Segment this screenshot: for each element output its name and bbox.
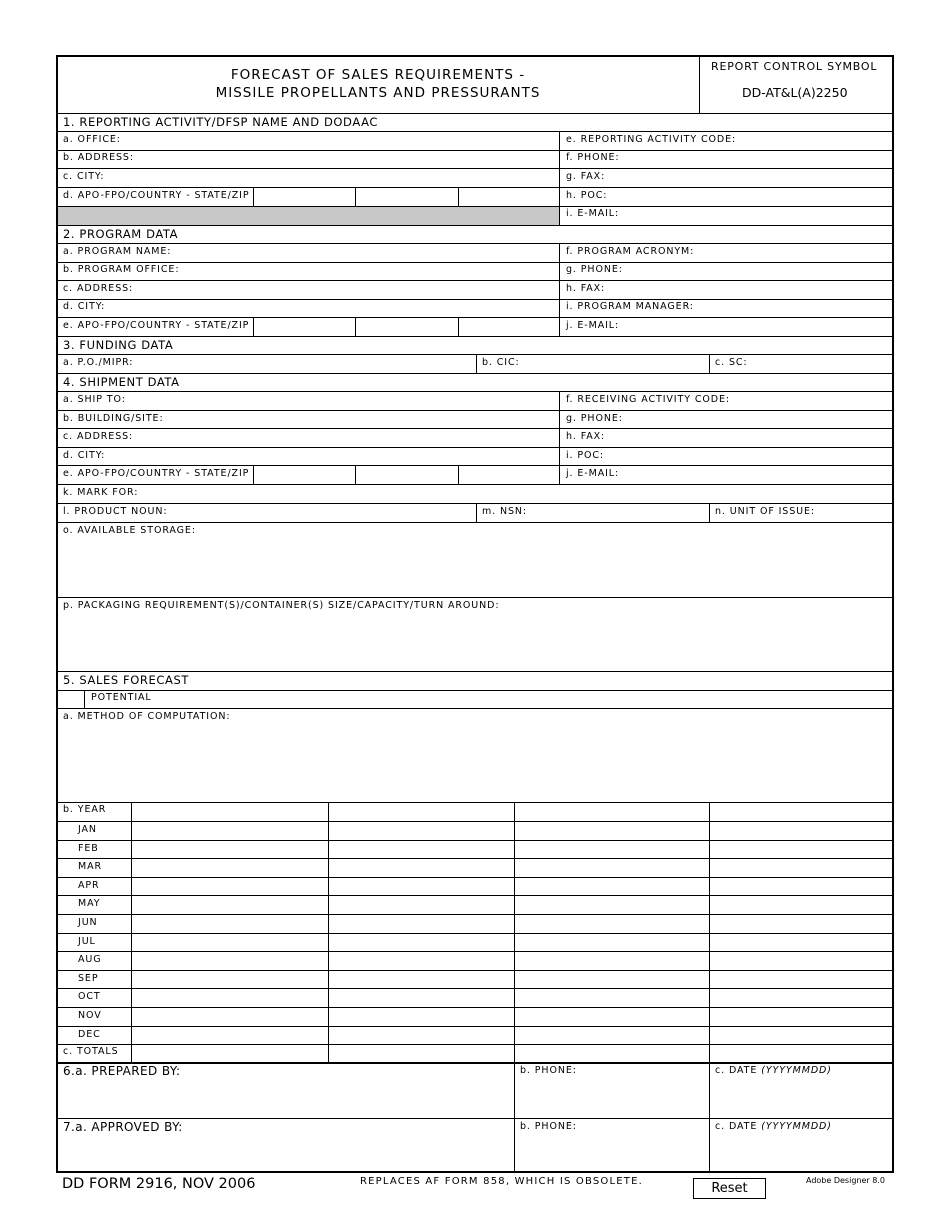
s6-date-label: c. DATE <box>715 1065 758 1076</box>
s5-month-label-feb: FEB <box>78 843 99 854</box>
s5-month-label-jul: JUL <box>78 936 96 947</box>
s5-month-label-dec: DEC <box>78 1029 101 1040</box>
s5-month-label-jan: JAN <box>78 824 97 835</box>
s5-month-label-mar: MAR <box>78 861 102 872</box>
form-number: DD FORM 2916, NOV 2006 <box>62 1176 256 1192</box>
section-4-title: 4. SHIPMENT DATA <box>63 375 180 389</box>
s1-office-field[interactable]: a. OFFICE: <box>63 134 121 145</box>
s3-po-mipr-field[interactable]: a. P.O./MIPR: <box>63 357 134 368</box>
s4-phone-field[interactable]: g. PHONE: <box>566 413 623 424</box>
s1-address-field[interactable]: b. ADDRESS: <box>63 152 134 163</box>
s4-product-noun-field[interactable]: l. PRODUCT NOUN: <box>63 506 168 517</box>
s5-month-label-oct: OCT <box>78 991 101 1002</box>
form-title-line1: FORECAST OF SALES REQUIREMENTS - <box>230 67 526 83</box>
s1-shaded-block <box>58 207 559 225</box>
s2-program-name-field[interactable]: a. PROGRAM NAME: <box>63 246 172 257</box>
s7-date-label: c. DATE <box>715 1121 758 1132</box>
s5-month-label-nov: NOV <box>78 1010 102 1021</box>
s4-address-field[interactable]: c. ADDRESS: <box>63 431 134 442</box>
s5-method-of-computation-field[interactable]: a. METHOD OF COMPUTATION: <box>63 711 231 722</box>
s4-receiving-activity-code-field[interactable]: f. RECEIVING ACTIVITY CODE: <box>566 394 730 405</box>
potential-checkbox[interactable] <box>58 690 85 709</box>
s4-available-storage-field[interactable]: o. AVAILABLE STORAGE: <box>63 525 196 536</box>
s2-program-manager-field[interactable]: i. PROGRAM MANAGER: <box>566 301 694 312</box>
s6-phone-field[interactable]: b. PHONE: <box>520 1065 577 1076</box>
s6-date-format: (YYYYMMDD) <box>761 1065 832 1076</box>
s2-apo-fpo-country-field[interactable]: e. APO-FPO/COUNTRY - STATE/ZIP <box>63 320 250 331</box>
s2-program-office-field[interactable]: b. PROGRAM OFFICE: <box>63 264 180 275</box>
s4-email-field[interactable]: j. E-MAIL: <box>566 468 620 479</box>
s3-sc-field[interactable]: c. SC: <box>715 357 748 368</box>
s1-city-field[interactable]: c. CITY: <box>63 171 105 182</box>
s4-building-site-field[interactable]: b. BUILDING/SITE: <box>63 413 164 424</box>
report-control-symbol-value: DD-AT&L(A)2250 <box>742 85 848 100</box>
s2-program-acronym-field[interactable]: f. PROGRAM ACRONYM: <box>566 246 695 257</box>
s7-phone-field[interactable]: b. PHONE: <box>520 1121 577 1132</box>
s5-month-label-jun: JUN <box>78 917 98 928</box>
s4-poc-field[interactable]: i. POC: <box>566 450 605 461</box>
section-2-title: 2. PROGRAM DATA <box>63 227 179 241</box>
s4-packaging-requirements-field[interactable]: p. PACKAGING REQUIREMENT(S)/CONTAINER(S) SIZE/CAPACITY/TURN AROUND: <box>63 600 500 611</box>
s2-email-field[interactable]: j. E-MAIL: <box>566 320 620 331</box>
s4-ship-to-field[interactable]: a. SHIP TO: <box>63 394 126 405</box>
s6-date-field[interactable] <box>715 1065 832 1077</box>
reset-button[interactable]: Reset <box>693 1178 766 1199</box>
s3-cic-field[interactable]: b. CIC: <box>482 357 520 368</box>
s1-fax-field[interactable]: g. FAX: <box>566 171 606 182</box>
s4-apo-fpo-country-field[interactable]: e. APO-FPO/COUNTRY - STATE/ZIP <box>63 468 250 479</box>
s4-fax-field[interactable]: h. FAX: <box>566 431 606 442</box>
potential-label: POTENTIAL <box>91 692 152 703</box>
report-control-symbol-label: REPORT CONTROL SYMBOL <box>711 60 878 73</box>
s7-date-field[interactable] <box>715 1121 832 1133</box>
s6-prepared-by-field[interactable]: 6.a. PREPARED BY: <box>63 1064 181 1078</box>
s7-approved-by-field[interactable]: 7.a. APPROVED BY: <box>63 1120 183 1134</box>
s1-email-field[interactable]: i. E-MAIL: <box>566 208 620 219</box>
s7-date-format: (YYYYMMDD) <box>761 1121 832 1132</box>
s4-city-field[interactable]: d. CITY: <box>63 450 106 461</box>
s2-phone-field[interactable]: g. PHONE: <box>566 264 623 275</box>
section-3-title: 3. FUNDING DATA <box>63 338 174 352</box>
s1-apo-fpo-country-field[interactable]: d. APO-FPO/COUNTRY - STATE/ZIP <box>63 190 250 201</box>
adobe-designer-label: Adobe Designer 8.0 <box>806 1176 885 1185</box>
s2-address-field[interactable]: c. ADDRESS: <box>63 283 134 294</box>
s4-nsn-field[interactable]: m. NSN: <box>482 506 528 517</box>
s1-phone-field[interactable]: f. PHONE: <box>566 152 620 163</box>
form-title-line2: MISSILE PROPELLANTS AND PRESSURANTS <box>215 85 541 101</box>
form-frame <box>56 55 894 1173</box>
s2-fax-field[interactable]: h. FAX: <box>566 283 606 294</box>
replaces-notice: REPLACES AF FORM 858, WHICH IS OBSOLETE. <box>360 1176 643 1187</box>
section-5-title: 5. SALES FORECAST <box>63 673 189 687</box>
s5-month-label-may: MAY <box>78 898 101 909</box>
s2-city-field[interactable]: d. CITY: <box>63 301 106 312</box>
s5-year-label: b. YEAR <box>63 804 107 815</box>
s5-totals-label: c. TOTALS <box>63 1046 119 1057</box>
s5-month-label-sep: SEP <box>78 973 99 984</box>
s5-month-label-aug: AUG <box>78 954 102 965</box>
section-1-title: 1. REPORTING ACTIVITY/DFSP NAME AND DODAAC <box>63 115 378 129</box>
s4-unit-of-issue-field[interactable]: n. UNIT OF ISSUE: <box>715 506 816 517</box>
s1-reporting-activity-code-field[interactable]: e. REPORTING ACTIVITY CODE: <box>566 134 737 145</box>
s4-mark-for-field[interactable]: k. MARK FOR: <box>63 487 139 498</box>
s5-month-label-apr: APR <box>78 880 100 891</box>
s1-poc-field[interactable]: h. POC: <box>566 190 608 201</box>
